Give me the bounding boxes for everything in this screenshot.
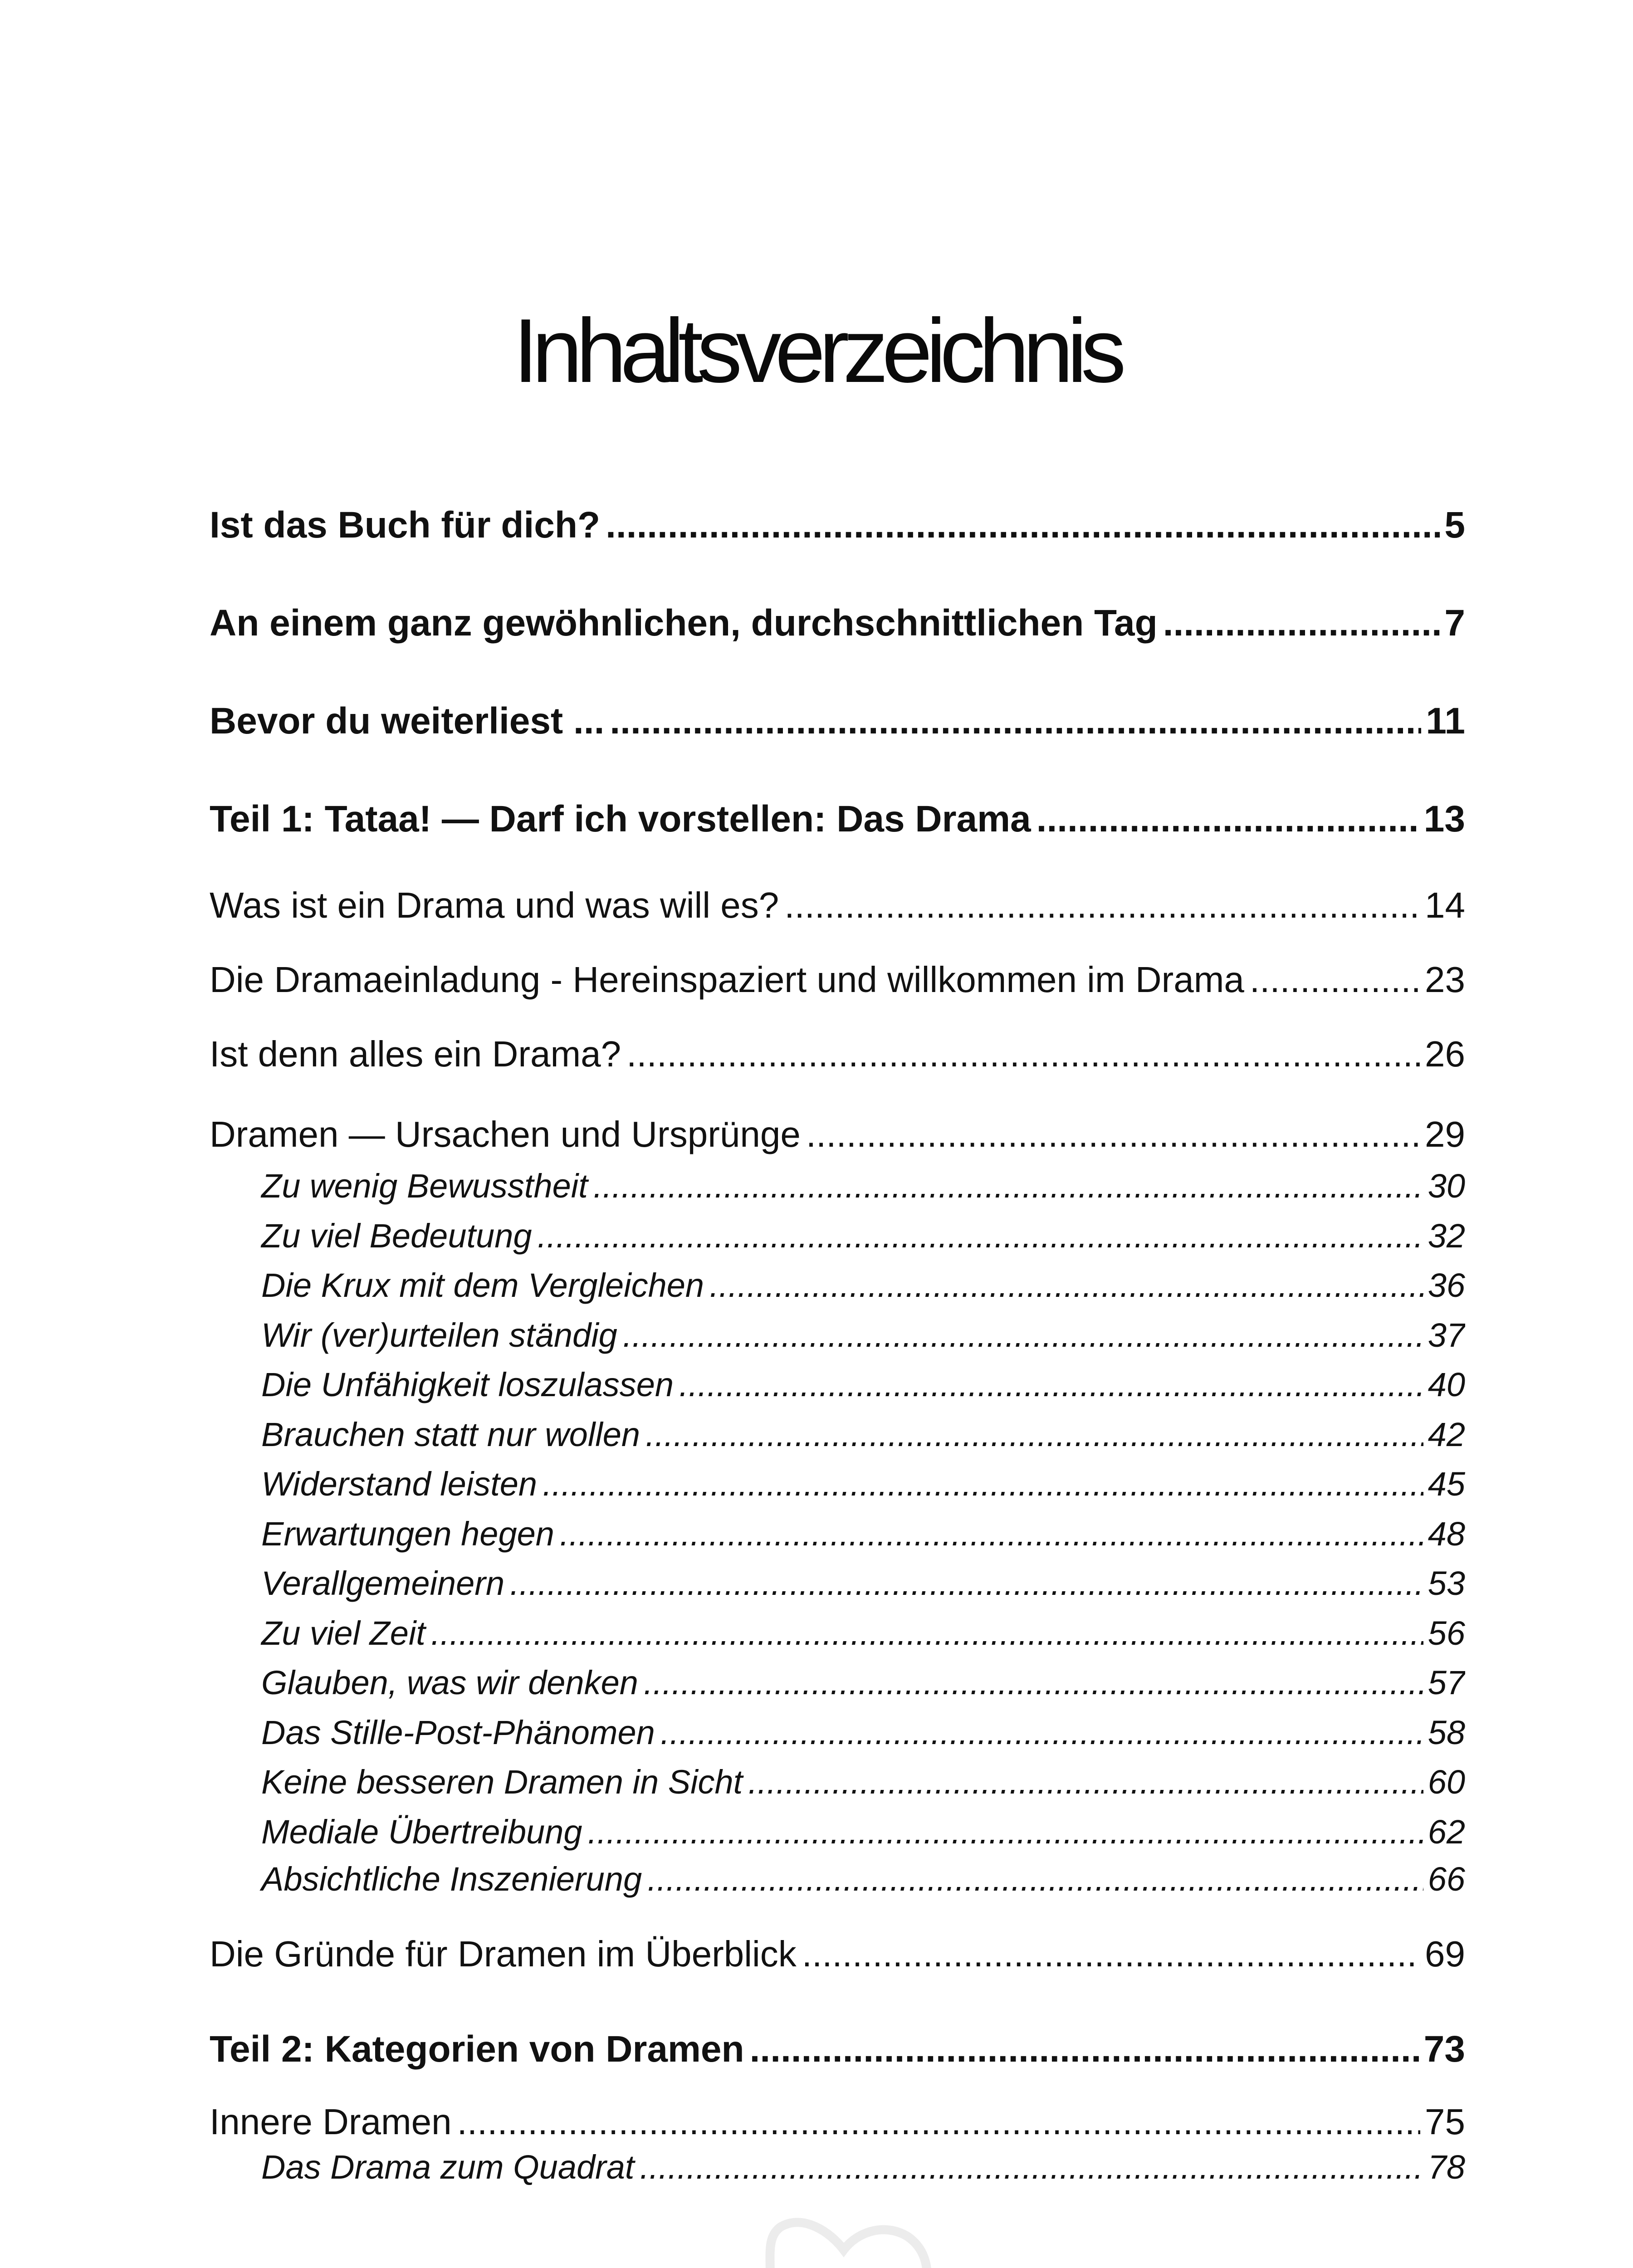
toc-subentry-page: 48 (1428, 1515, 1465, 1553)
toc-subentry-page: 62 (1428, 1813, 1465, 1851)
toc-subentry-label: Das Drama zum Quadrat (261, 2148, 635, 2186)
toc-leader-dots (623, 1310, 1423, 1360)
toc-subentry-page: 40 (1428, 1366, 1465, 1403)
toc-subentry-label: Verallgemeinern (261, 1564, 505, 1602)
toc-entry[interactable] (210, 943, 1465, 1017)
toc-entry[interactable] (210, 1993, 1465, 2088)
toc-subentry[interactable] (210, 1857, 1465, 1925)
toc-entry[interactable] (210, 476, 1465, 574)
table-of-contents (210, 476, 1465, 2192)
toc-subentry-label: Keine besseren Dramen in Sicht (261, 1763, 743, 1801)
toc-subentry-page: 66 (1428, 1860, 1465, 1898)
toc-leader-dots (1163, 574, 1440, 672)
toc-subentry-page: 37 (1428, 1316, 1465, 1354)
toc-subentry-page: 45 (1428, 1465, 1465, 1503)
toc-subentry[interactable] (210, 1161, 1465, 1211)
toc-entry-label: Ist das Buch für dich? (210, 504, 601, 546)
toc-subentry-label: Widerstand leisten (261, 1465, 538, 1503)
toc-entry-label: Teil 2: Kategorien von Dramen (210, 2028, 744, 2070)
toc-entry-page: 7 (1444, 602, 1465, 644)
toc-subentry[interactable] (210, 1459, 1465, 1509)
toc-entry-label: Die Dramaeinladung - Hereinspaziert und willkommen im Drama (210, 959, 1244, 1000)
toc-leader-dots (679, 1360, 1423, 1410)
toc-leader-dots (626, 1017, 1420, 1091)
page-title: Inhaltsverzeichnis (513, 300, 1120, 401)
toc-subentry-page: 57 (1428, 1664, 1465, 1701)
toc-subentry-label: Erwartungen hegen (261, 1515, 554, 1553)
toc-entry[interactable] (210, 672, 1465, 770)
toc-subentry-page: 53 (1428, 1564, 1465, 1602)
toc-entry-page: 73 (1423, 2028, 1465, 2070)
toc-subentry-page: 42 (1428, 1415, 1465, 1453)
toc-leader-dots (709, 1261, 1423, 1310)
toc-entry-label: Die Gründe für Dramen im Überblick (210, 1934, 797, 1974)
toc-leader-dots (510, 1559, 1423, 1608)
toc-leader-dots (588, 1807, 1423, 1857)
toc-entry[interactable] (210, 2088, 1465, 2142)
toc-leader-dots (750, 1993, 1419, 2088)
toc-entry-label: Innere Dramen (210, 2102, 452, 2142)
toc-leader-dots (660, 1708, 1423, 1758)
toc-subentry-label: Zu wenig Bewusstheit (261, 1167, 588, 1205)
toc-entry-label: Dramen — Ursachen und Ursprünge (210, 1114, 801, 1154)
toc-subentry-page: 60 (1428, 1763, 1465, 1801)
toc-entry-page: 75 (1425, 2102, 1465, 2142)
toc-leader-dots (645, 1410, 1423, 1460)
toc-subentry-label: Brauchen statt nur wollen (261, 1415, 640, 1453)
toc-entry-page: 69 (1425, 1934, 1465, 1974)
toc-subentry-label: Zu viel Bedeutung (261, 1217, 532, 1255)
toc-subentry-label: Die Krux mit dem Vergleichen (261, 1266, 704, 1304)
watermark-logo (735, 2214, 962, 2268)
toc-subentry[interactable] (210, 1261, 1465, 1310)
toc-subentry-page: 30 (1428, 1167, 1465, 1205)
toc-subentry-label: Die Unfähigkeit loszulassen (261, 1366, 674, 1403)
toc-leader-dots (593, 1161, 1423, 1211)
toc-entry[interactable] (210, 1925, 1465, 1993)
toc-entry[interactable] (210, 1017, 1465, 1091)
toc-entry-page: 5 (1444, 504, 1465, 546)
toc-entry-label: An einem ganz gewöhnlichen, durchschnittlichen Tag (210, 602, 1158, 644)
toc-leader-dots (457, 2088, 1420, 2142)
toc-entry[interactable] (210, 868, 1465, 943)
toc-subentry[interactable] (210, 1658, 1465, 1708)
toc-leader-dots (748, 1757, 1423, 1807)
toc-subentry[interactable] (210, 2142, 1465, 2192)
toc-leader-dots (640, 2142, 1423, 2192)
toc-subentry-label: Wir (ver)urteilen ständig (261, 1316, 617, 1354)
toc-entry-label: Ist denn alles ein Drama? (210, 1034, 621, 1074)
toc-leader-dots (610, 672, 1421, 770)
toc-subentry[interactable] (210, 1757, 1465, 1807)
toc-leader-dots (647, 1857, 1423, 1902)
toc-entry-page: 14 (1425, 885, 1465, 925)
toc-leader-dots (802, 1925, 1420, 1984)
toc-subentry-page: 58 (1428, 1713, 1465, 1751)
toc-subentry-label: Das Stille-Post-Phänomen (261, 1713, 655, 1751)
toc-subentry[interactable] (210, 1608, 1465, 1658)
toc-subentry[interactable] (210, 1509, 1465, 1559)
toc-subentry-page: 78 (1428, 2148, 1465, 2186)
watermark-outline (758, 2223, 948, 2268)
toc-entry-page: 11 (1426, 700, 1465, 742)
toc-subentry-label: Zu viel Zeit (261, 1614, 425, 1652)
toc-subentry-page: 56 (1428, 1614, 1465, 1652)
toc-leader-dots (644, 1658, 1423, 1708)
toc-entry[interactable] (210, 1091, 1465, 1161)
toc-entry-page: 29 (1425, 1114, 1465, 1154)
toc-subentry[interactable] (210, 1211, 1465, 1261)
toc-subentry-page: 32 (1428, 1217, 1465, 1255)
toc-subentry[interactable] (210, 1410, 1465, 1460)
toc-subentry-label: Absichtliche Inszenierung (261, 1860, 642, 1898)
toc-subentry-page: 36 (1428, 1266, 1465, 1304)
toc-entry-label: Was ist ein Drama und was will es? (210, 885, 779, 925)
toc-leader-dots (606, 476, 1440, 574)
toc-subentry-label: Glauben, was wir denken (261, 1664, 638, 1701)
toc-leader-dots (806, 1091, 1420, 1161)
toc-leader-dots (431, 1608, 1423, 1658)
toc-subentry-label: Mediale Übertreibung (261, 1813, 582, 1851)
toc-entry-label: Teil 1: Tataa! — Darf ich vorstellen: Das Drama (210, 798, 1031, 840)
toc-subentry[interactable] (210, 1807, 1465, 1857)
toc-leader-dots (1037, 770, 1419, 868)
toc-entry-page: 23 (1425, 959, 1465, 1000)
toc-subentry[interactable] (210, 1310, 1465, 1360)
toc-subentry[interactable] (210, 1708, 1465, 1758)
toc-entry[interactable] (210, 770, 1465, 868)
toc-leader-dots (543, 1459, 1423, 1509)
toc-leader-dots (784, 868, 1420, 943)
toc-leader-dots (1250, 943, 1420, 1017)
toc-entry[interactable] (210, 574, 1465, 672)
toc-subentry[interactable] (210, 1559, 1465, 1608)
toc-entry-page: 13 (1423, 798, 1465, 840)
toc-leader-dots (538, 1211, 1423, 1261)
toc-entry-page: 26 (1425, 1034, 1465, 1074)
toc-subentry[interactable] (210, 1360, 1465, 1410)
toc-entry-label: Bevor du weiterliest ... (210, 700, 605, 742)
toc-leader-dots (560, 1509, 1423, 1559)
